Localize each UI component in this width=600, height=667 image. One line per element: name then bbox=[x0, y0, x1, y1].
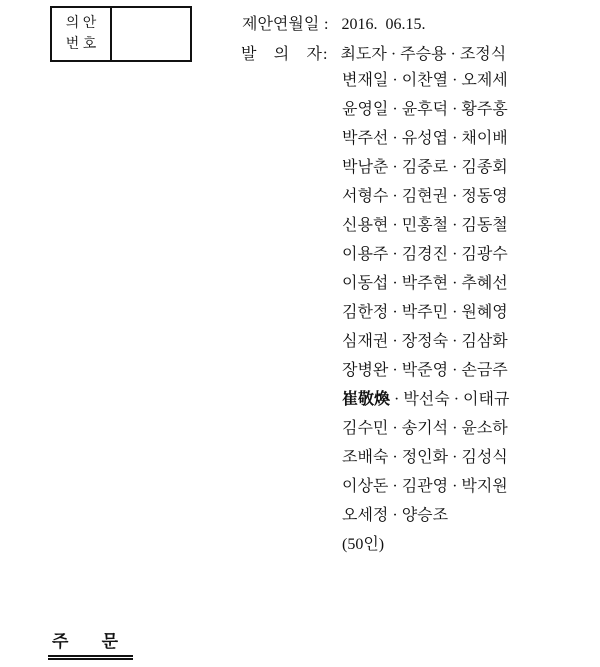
proposer-colon: : bbox=[323, 46, 328, 63]
section-title-char-2: 문 bbox=[101, 632, 118, 651]
proposer-name-line: 조배숙 · 정인화 · 김성식 bbox=[342, 449, 508, 466]
bill-number-value-cell bbox=[112, 8, 190, 60]
proposer-name-line: 박남춘 · 김중로 · 김종회 bbox=[342, 159, 508, 176]
proposer-label-char-1: 발 bbox=[241, 46, 257, 63]
proposal-date-value: 2016. 06.15. bbox=[341, 16, 426, 33]
proposer-name-line: 이동섭 · 박주현 · 추혜선 bbox=[342, 275, 508, 292]
proposer-first-line: 최도자 · 주승용 · 조정식 bbox=[340, 46, 507, 63]
proposer-name-line: 심재권 · 장정숙 · 김삼화 bbox=[342, 333, 508, 350]
proposer-name-line: 오세정 · 양승조 bbox=[342, 507, 449, 524]
proposer-name-line: 장병완 · 박준영 · 손금주 bbox=[342, 362, 508, 379]
proposer-label-char-3: 자 bbox=[306, 46, 322, 63]
proposer-name-line: 신용현 · 민홍철 · 김동철 bbox=[342, 217, 508, 234]
hanja-name: 崔敬煥 bbox=[342, 391, 391, 408]
proposer-label-char-2: 의 bbox=[273, 46, 290, 63]
proposer-name-line: 이상돈 · 김관영 · 박지원 bbox=[342, 478, 508, 495]
proposer-row bbox=[241, 45, 506, 65]
date-colon: : bbox=[324, 16, 329, 33]
proposer-count: (50인) bbox=[342, 536, 385, 553]
section-title-jumun bbox=[48, 632, 133, 660]
bill-number-label-line2: 번 호 bbox=[65, 37, 97, 52]
proposer-name-line: 이용주 · 김경진 · 김광수 bbox=[342, 246, 508, 263]
proposer-name-line-hanja bbox=[342, 385, 509, 414]
bill-number-label-line1: 의 안 bbox=[65, 16, 97, 31]
hanja-line-rest: · 박선숙 · 이태규 bbox=[390, 391, 510, 408]
bill-number-box bbox=[50, 6, 192, 62]
proposer-name-line: 서형수 · 김현권 · 정동영 bbox=[342, 188, 508, 205]
proposer-label bbox=[241, 45, 322, 65]
proposer-name-line: 김한정 · 박주민 · 원혜영 bbox=[342, 304, 508, 321]
bill-number-label bbox=[52, 8, 112, 60]
proposer-name-line: 변재일 · 이찬열 · 오제세 bbox=[342, 72, 508, 89]
proposal-date-row bbox=[242, 15, 425, 35]
proposer-name-line: 윤영일 · 윤후덕 · 황주홍 bbox=[342, 101, 508, 118]
section-title-char-1: 주 bbox=[52, 632, 69, 651]
proposer-name-line: 박주선 · 유성엽 · 채이배 bbox=[342, 130, 508, 147]
proposer-name-line: 김수민 · 송기석 · 윤소하 bbox=[342, 420, 508, 437]
proposal-date-label: 제안연월일 bbox=[242, 16, 320, 33]
proposer-name-list bbox=[342, 66, 509, 559]
